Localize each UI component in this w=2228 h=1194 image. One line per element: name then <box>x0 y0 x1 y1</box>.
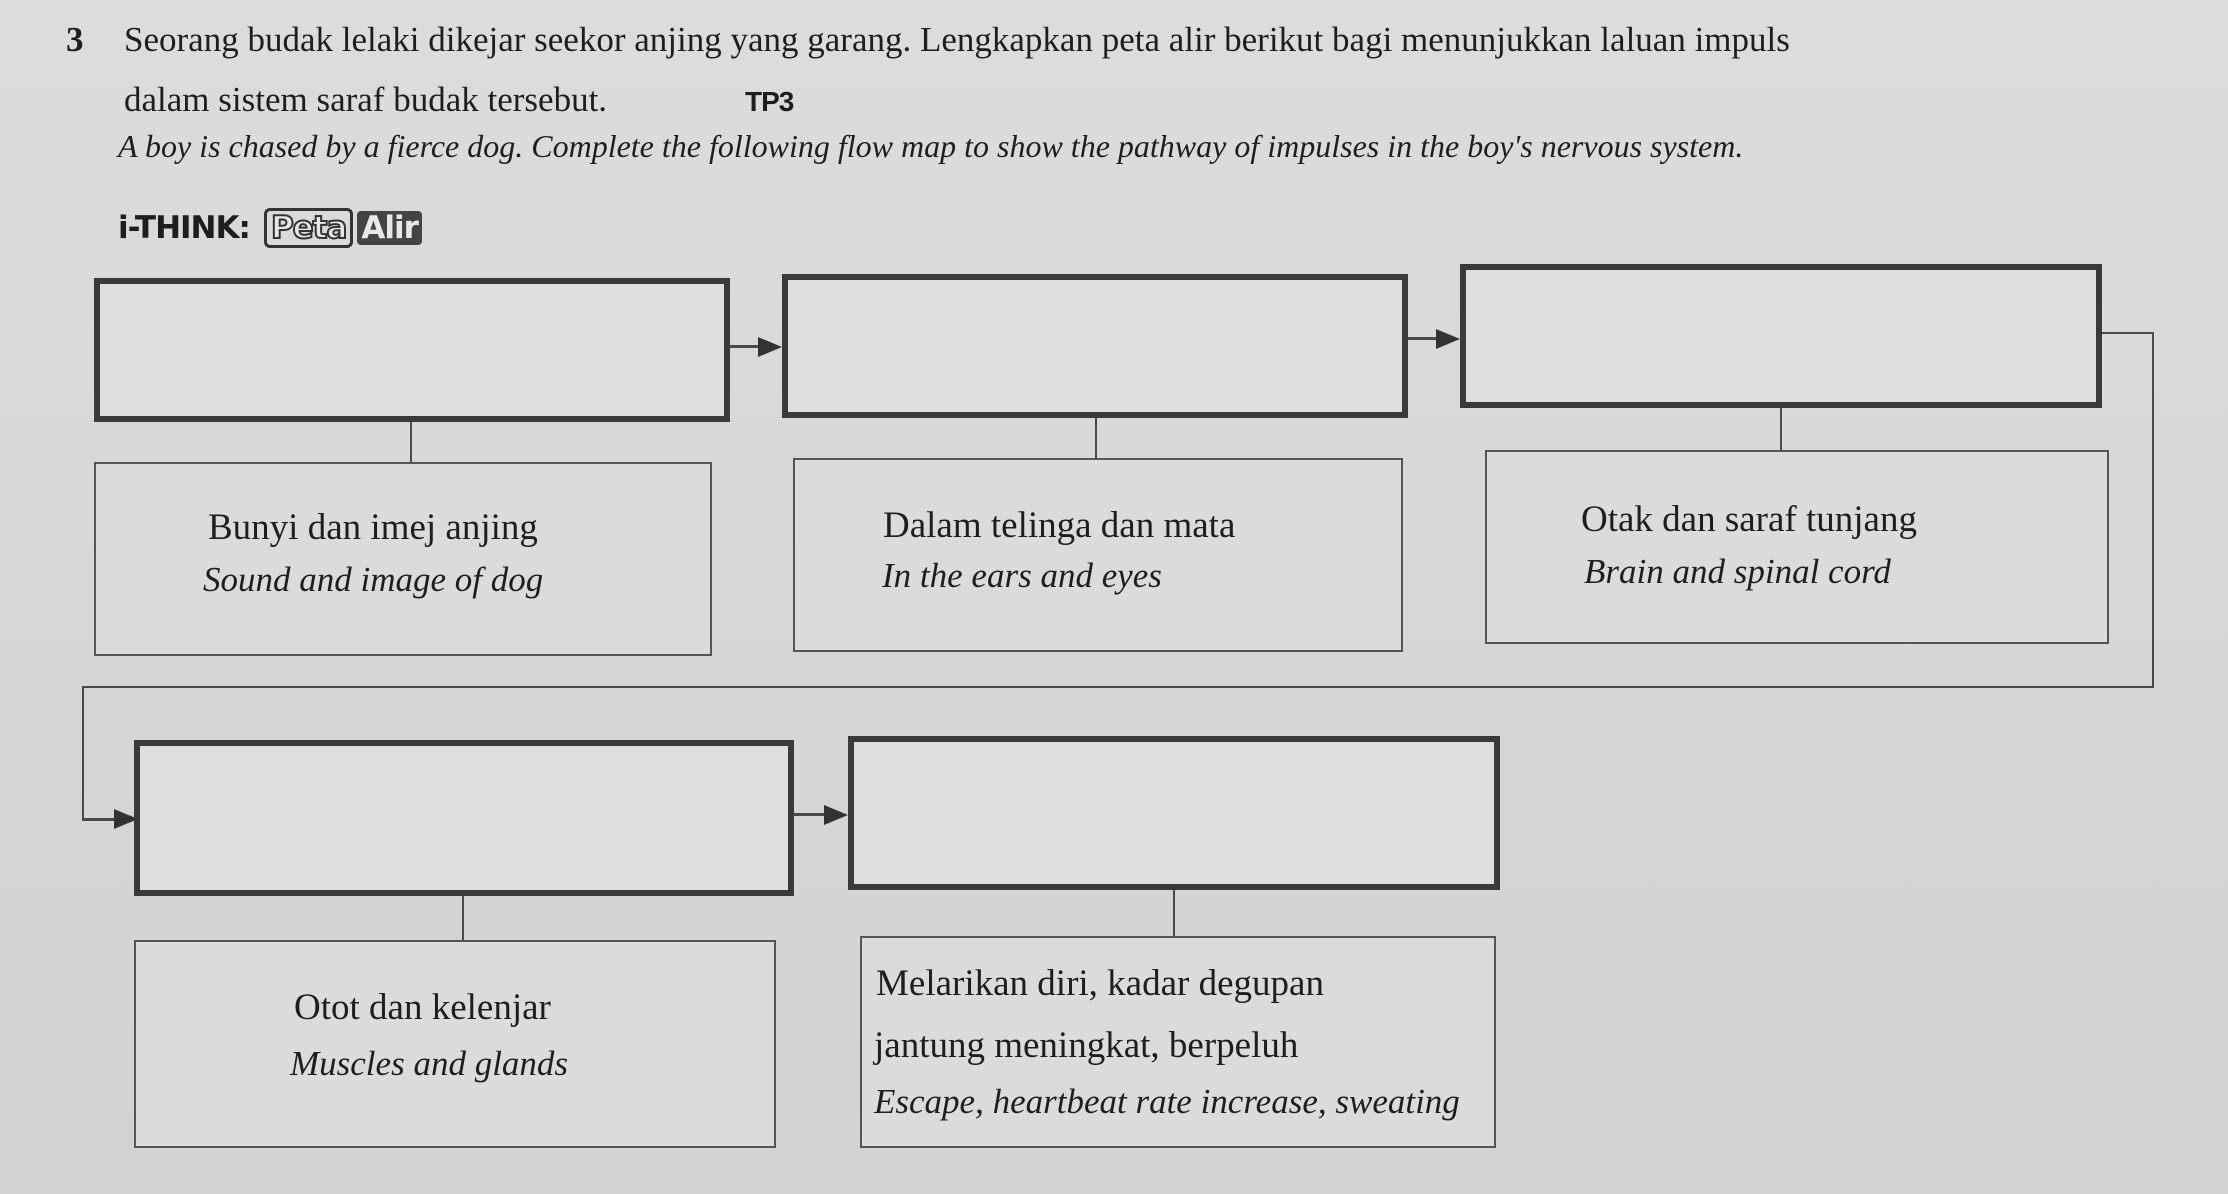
arrow-right-icon <box>824 805 848 825</box>
connector-line <box>462 896 464 940</box>
hint-english: Escape, heartbeat rate increase, sweating <box>874 1082 1460 1121</box>
question-malay-line2: dalam sistem saraf budak tersebut. <box>124 80 608 119</box>
wrap-connector-line <box>82 686 2154 688</box>
hint-malay: Dalam telinga dan mata <box>883 505 1236 546</box>
peta-logo: Peta <box>264 208 353 248</box>
hint-malay: Bunyi dan imej anjing <box>208 507 538 548</box>
hint-english: In the ears and eyes <box>882 556 1162 595</box>
hint-english: Muscles and glands <box>290 1044 569 1083</box>
question-english: A boy is chased by a fierce dog. Complete the following flow map to show the pathway of impulses in the boy's nervous system. <box>118 128 1744 164</box>
hint-box-stimulus <box>94 462 712 656</box>
hint-malay: Otot dan kelenjar <box>294 987 551 1028</box>
arrow-right-icon <box>758 337 782 357</box>
hint-box-integration-centre <box>1485 450 2109 644</box>
ithink-text: i-THINK: <box>118 210 250 246</box>
arrow-line <box>1408 337 1438 340</box>
arrow-line <box>730 345 760 348</box>
tp-badge: TP3 <box>745 86 794 117</box>
hint-english: Brain and spinal cord <box>1584 552 1891 591</box>
arrow-line <box>82 818 116 821</box>
arrow-line <box>794 813 826 816</box>
wrap-connector-line <box>2102 332 2152 334</box>
alir-logo: Alir <box>357 211 422 245</box>
connector-line <box>1095 418 1097 458</box>
connector-line <box>410 422 412 462</box>
answer-box-response[interactable] <box>848 736 1500 890</box>
question-number: 3 <box>66 20 84 59</box>
wrap-connector-line <box>82 686 84 820</box>
arrow-right-icon <box>1436 329 1460 349</box>
answer-box-integration-centre[interactable] <box>1460 264 2102 408</box>
wrap-connector-line <box>2152 332 2154 687</box>
answer-box-effector[interactable] <box>134 740 794 896</box>
hint-malay-line1: Melarikan diri, kadar degupan <box>876 963 1324 1004</box>
connector-line <box>1780 408 1782 450</box>
answer-box-stimulus[interactable] <box>94 278 730 422</box>
connector-line <box>1173 890 1175 936</box>
question-malay-line1: Seorang budak lelaki dikejar seekor anjing yang garang. Lengkapkan peta alir berikut bagi menunjukkan laluan impuls <box>124 20 1790 59</box>
hint-malay: Otak dan saraf tunjang <box>1581 499 1917 540</box>
hint-malay-line2: jantung meningkat, berpeluh <box>874 1025 1299 1066</box>
answer-box-receptor[interactable] <box>782 274 1408 418</box>
ithink-label <box>118 208 422 248</box>
hint-box-receptor <box>793 458 1403 652</box>
hint-english: Sound and image of dog <box>203 560 544 599</box>
